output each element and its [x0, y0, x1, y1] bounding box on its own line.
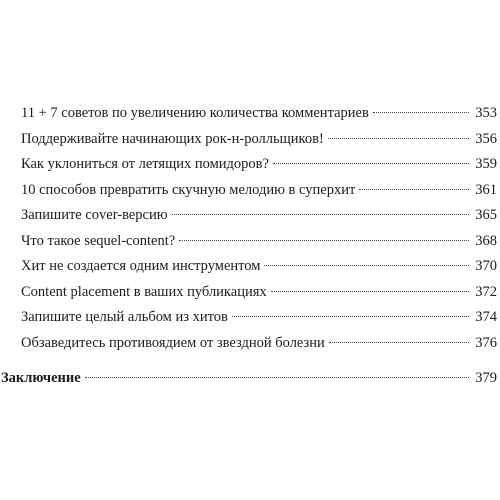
toc-entry-title: Запишите целый альбом из хитов	[21, 309, 228, 325]
toc-entry-page: 372	[475, 283, 497, 300]
toc-entry	[21, 306, 497, 328]
toc-conclusion-page: 379	[475, 370, 497, 386]
dot-leader	[359, 188, 469, 190]
toc-entry-title: Поддерживайте начинающих рок-н-ролльщиков!	[21, 130, 324, 147]
dot-leader	[329, 341, 469, 343]
toc-entry-title: Обзаведитесь противоядием от звездной болезни	[21, 334, 325, 351]
toc-entry	[21, 153, 497, 175]
toc-entry-page: 368	[475, 232, 497, 249]
dot-leader	[271, 290, 469, 292]
toc-entry-page: 374	[475, 309, 497, 325]
toc-entry	[21, 255, 497, 277]
toc-conclusion-title: Заключение	[1, 370, 81, 386]
toc-conclusion-entry	[1, 367, 497, 389]
toc-entry-title: 11 + 7 советов по увеличению количества комментариев	[21, 105, 369, 121]
toc-entry-title: 10 способов превратить скучную мелодию в суперхит	[21, 181, 356, 198]
toc-entry-page: 365	[475, 207, 497, 223]
toc-entry-page: 359	[475, 156, 497, 172]
toc-entry-page: 356	[475, 130, 497, 147]
toc-entry	[21, 204, 497, 226]
toc-entry	[21, 332, 497, 354]
toc-entry	[21, 281, 497, 303]
toc-entry	[21, 230, 497, 252]
dot-leader	[85, 376, 469, 378]
dot-leader	[232, 315, 469, 317]
dot-leader	[373, 111, 469, 113]
toc-entry-title: Как уклониться от летящих помидоров?	[21, 156, 269, 172]
dot-leader	[273, 162, 469, 164]
dot-leader	[179, 239, 469, 241]
dot-leader	[172, 213, 469, 215]
toc-entry-page: 376	[475, 334, 497, 351]
toc-entry-title: Content placement в ваших публикациях	[21, 283, 267, 300]
toc-entry-title: Хит не создается одним инструментом	[21, 258, 261, 274]
dot-leader	[264, 264, 469, 266]
toc-entry	[21, 102, 497, 124]
toc-entry-page: 353	[475, 105, 497, 121]
toc-entry-title: Запишите cover-версию	[21, 207, 168, 223]
dot-leader	[328, 137, 469, 139]
toc-entry-page: 361	[475, 181, 497, 198]
toc-entry	[21, 128, 497, 150]
toc-entry-title: Что такое sequel-content?	[21, 232, 176, 249]
toc-entry-page: 370	[475, 258, 497, 274]
toc-entry	[21, 179, 497, 201]
